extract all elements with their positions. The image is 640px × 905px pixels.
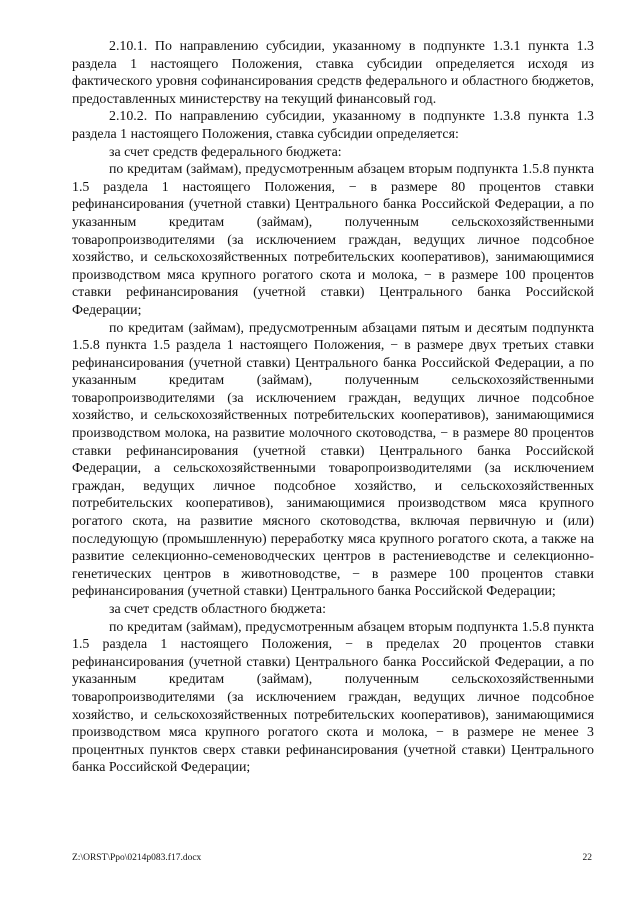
footer-page-number: 22 <box>582 853 592 863</box>
paragraph-federal-loans-second: по кредитам (займам), предусмотренным абзацем вторым подпункта 1.5.8 пункта 1.5 раздела 1 настоящего Положения, − в размере 80 процентов ставки рефинансирования (учетной ставки) Центрального банка Российской Федерации, а по указанным кредитам (займам), полученным сельскохозяйственными товаропроизводителями (за исключением граждан, ведущих личное подсобное хозяйство, и сельскохозяйственных потребительских кооперативов), занимающимися производством мяса крупного рогатого скота и молока, − в размере 100 процентов ставки рефинансирования (учетной ставки) Центрального банка Российской Федерации; <box>72 162 594 318</box>
paragraph-federal-budget-heading: за счет средств федерального бюджета: <box>109 144 342 160</box>
paragraph-regional-loans-second: по кредитам (займам), предусмотренным абзацем вторым подпункта 1.5.8 пункта 1.5 раздела 1 настоящего Положения, − в пределах 20 процентов ставки рефинансирования (учетной ставки) Центрального банка Российской Федерации, а по указанным кредитам (займам), полученным сельскохозяйственными товаропроизводителями (за исключением граждан, ведущих личное подсобное хозяйство, и сельскохозяйственных потребительских кооперативов), занимающимися производством мяса крупного рогатого скота и молока, − в размере не менее 3 процентных пунктов сверх ставки рефинансирования (учетной ставки) Центрального банка Российской Федерации; <box>72 619 594 776</box>
paragraph-regional-budget-heading: за счет средств областного бюджета: <box>109 602 326 617</box>
paragraph-federal-loans-fifth-tenth: по кредитам (займам), предусмотренным абзацами пятым и десятым подпункта 1.5.8 пункта 1.5 раздела 1 настоящего Положения, − в размере двух третьих ставки рефинансирования (учетной ставки) Центрального банка Российской Федерации, а по указанным кредитам (займам), полученным сельскохозяйственными товаропроизводителями (за исключением граждан, ведущих личное подсобное хозяйство, и сельскохозяйственных потребительских кооперативов), занимающимися производством молока, на развитие молочного скотоводства, − в размере 80 процентов ставки рефинансирования (учетной ставки) Центрального банка Российской Федерации, а сельскохозяйственными товаропроизводителями (за исключением граждан, ведущих личное подсобное хозяйство, и сельскохозяйственных потребительских кооперативов), занимающимися производством мяса крупного рогатого скота, на развитие мясного скотоводства, включая первичную и (или) последующую (промышленную) переработку мяса крупного рогатого скота, а также на развитие селекционно-семеноводческих центров в растениеводстве и селекционно-генетических центров в животноводстве, − в размере 100 процентов ставки рефинансирования (учетной ставки) Центрального банка Российской Федерации; <box>72 320 594 600</box>
document-body <box>72 38 594 777</box>
footer-file-path: Z:\ORST\Ppo\0214p083.f17.docx <box>72 853 202 863</box>
paragraph-2-10-2: 2.10.2. По направлению субсидии, указанному в подпункте 1.3.8 пункта 1.3 раздела 1 настоящего Положения, ставка субсидии определяется: <box>72 109 594 142</box>
paragraph-2-10-1: 2.10.1. По направлению субсидии, указанному в подпункте 1.3.1 пункта 1.3 раздела 1 настоящего Положения, ставка субсидии определяется исходя из фактического уровня софинансирования средств федерального и областного бюджетов, предоставленных министерству на текущий финансовый год. <box>72 39 594 107</box>
